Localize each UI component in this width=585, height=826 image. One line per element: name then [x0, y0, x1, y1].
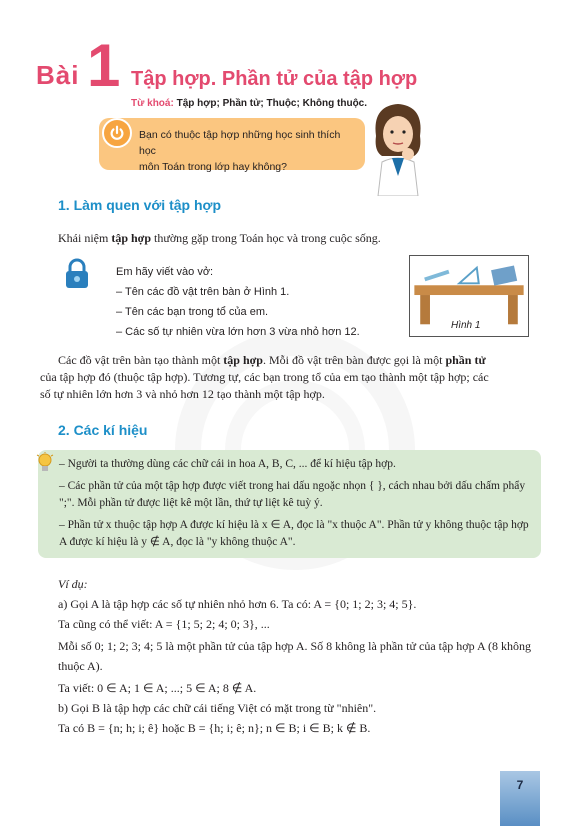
lesson-number: 1: [87, 32, 121, 99]
power-icon: [102, 118, 132, 148]
keywords: [131, 98, 367, 109]
task-item: – Tên các đồ vật trên bàn ở Hình 1.: [116, 286, 290, 298]
girl-thinking-illustration: [358, 96, 438, 196]
section1-intro-pre: Khái niệm: [58, 231, 112, 245]
example-label: Ví dụ:: [58, 577, 88, 591]
section-heading-1: 1. Làm quen với tập hợp: [58, 197, 222, 213]
section1-paragraph-line2: của tập hợp đó (thuộc tập hợp). Tương tự, các bạn trong tổ của em tạo thành một tập hợp; các: [40, 370, 489, 384]
example-line: Ta cũng có thể viết: A = {1; 5; 2; 4; 0; 3}, ...: [58, 617, 270, 631]
para-bold: tập hợp: [223, 353, 263, 367]
task-item: – Tên các bạn trong tổ của em.: [116, 306, 269, 318]
notation-note: – Phần tử x thuộc tập hợp A được kí hiệu là x ∈ A, đọc là "x thuộc A". Phần tử y không thuộc tập hợp A được kí hiệu là y ∉ A, đọc là "y không thuộc A".: [59, 519, 529, 548]
para-text: Các đồ vật trên bàn tạo thành một: [58, 353, 224, 367]
task-item: – Các số tự nhiên vừa lớn hơn 3 vừa nhỏ hơn 12.: [116, 326, 360, 338]
lesson-title: Tập hợp. Phần tử của tập hợp: [131, 68, 418, 90]
lightbulb-icon: [36, 452, 54, 474]
example-line: Ta có B = {n; h; i; ê} hoặc B = {h; i; ê; n}; n ∈ B; i ∈ B; k ∉ B.: [58, 721, 371, 735]
para-bold: phần tử: [445, 353, 486, 367]
notation-notes: [59, 456, 533, 556]
page-number: 7: [516, 778, 524, 792]
example-line: Mỗi số 0; 1; 2; 3; 4; 5 là một phần tử của tập hợp A. Số 8 không là phần tử của tập hợp A (8 không thuộc A).: [58, 639, 531, 673]
intro-question-line2: môn Toán trong lớp hay không?: [139, 161, 287, 173]
notation-note: – Các phần tử của một tập hợp được viết trong hai dấu ngoặc nhọn { }, cách nhau bởi dấu chấm phẩy ";". Mỗi phần tử được liệt kê một lần, thứ tự liệt kê tuỳ ý.: [59, 480, 526, 509]
keywords-label: Từ khoá:: [131, 98, 174, 109]
section1-intro-post: thường gặp trong Toán học và trong cuộc sống.: [151, 231, 381, 245]
section-heading-2: 2. Các kí hiệu: [58, 422, 148, 438]
lock-icon: [64, 258, 90, 290]
task-list: [116, 262, 360, 342]
section1-paragraph-line3: số tự nhiên lớn hơn 3 và nhỏ hơn 12 tạo thành một tập hợp.: [40, 387, 325, 401]
section1-intro-bold: tập hợp: [111, 231, 151, 245]
figure-caption: Hình 1: [451, 320, 481, 331]
notation-note: – Người ta thường dùng các chữ cái in hoa A, B, C, ... để kí hiệu tập hợp.: [59, 458, 396, 470]
keywords-text: Tập hợp; Phần tử; Thuộc; Không thuộc.: [176, 98, 368, 109]
intro-question: [139, 127, 359, 175]
task-title: Em hãy viết vào vở:: [116, 266, 214, 278]
example-line: Ta viết: 0 ∈ A; 1 ∈ A; ...; 5 ∈ A; 8 ∉ A.: [58, 681, 257, 695]
section1-intro: [58, 230, 381, 247]
intro-question-line1: Bạn có thuộc tập hợp những học sinh thích học: [139, 129, 341, 157]
lesson-word: Bài: [36, 60, 80, 90]
para-text: . Mỗi đồ vật trên bàn được gọi là một: [262, 353, 446, 367]
section1-paragraph-line1: [58, 352, 486, 369]
example-block: [58, 574, 542, 738]
example-line: a) Gọi A là tập hợp các số tự nhiên nhỏ hơn 6. Ta có: A = {0; 1; 2; 3; 4; 5}.: [58, 597, 417, 611]
example-line: b) Gọi B là tập hợp các chữ cái tiếng Việt có mặt trong từ "nhiên".: [58, 701, 377, 715]
